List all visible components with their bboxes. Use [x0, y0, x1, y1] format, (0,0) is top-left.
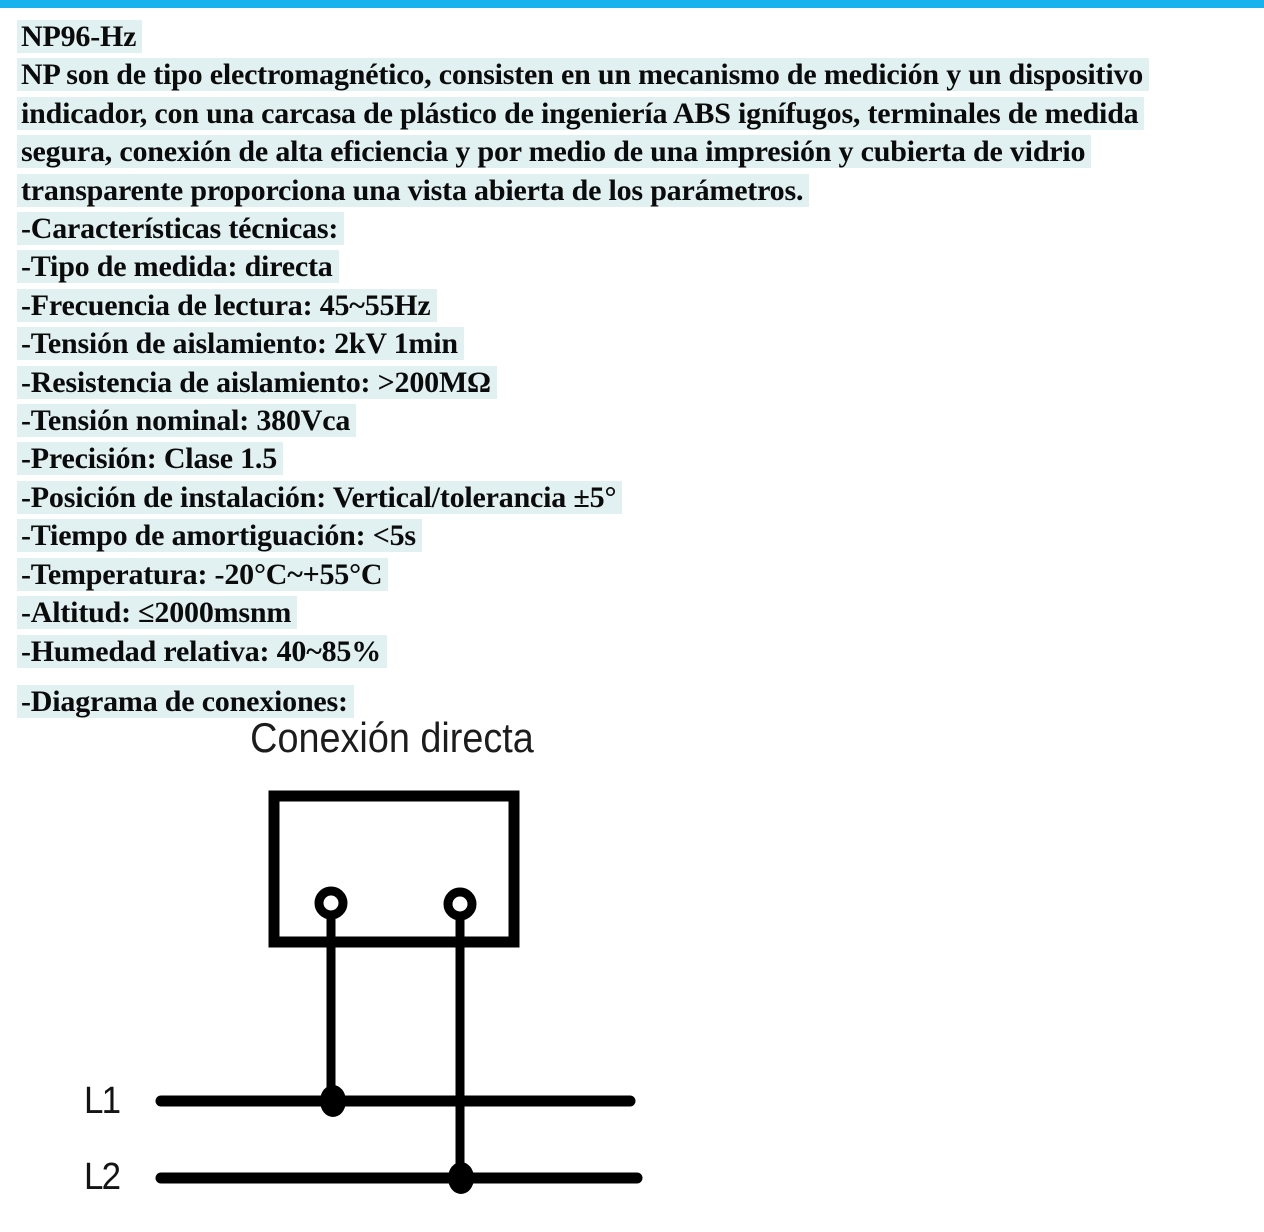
description-line: indicador, con una carcasa de plástico de ingeniería ABS ignífugos, terminales de medida	[17, 95, 1264, 133]
left-terminal-icon	[319, 891, 343, 915]
description-line: transparente proporciona una vista abierta de los parámetros.	[17, 172, 1264, 210]
spec-line: -Humedad relativa: 40~85%	[17, 633, 1264, 671]
spec-line: -Tensión de aislamiento: 2kV 1min	[17, 325, 1264, 363]
diagram-heading: -Diagrama de conexiones:	[17, 683, 1264, 721]
l2-label: L2	[84, 1156, 120, 1198]
meter-box	[274, 796, 514, 942]
l1-label: L1	[84, 1080, 120, 1122]
spec-line: -Características técnicas:	[17, 210, 1264, 248]
spec-line: -Resistencia de aislamiento: >200MΩ	[17, 364, 1264, 402]
spec-line: -Frecuencia de lectura: 45~55Hz	[17, 287, 1264, 325]
description-line: segura, conexión de alta eficiencia y por medio de una impresión y cubierta de vidrio	[17, 133, 1264, 171]
spec-line: -Tensión nominal: 380Vca	[17, 402, 1264, 440]
description-line: NP son de tipo electromagnético, consisten en un mecanismo de medición y un dispositivo	[17, 56, 1264, 94]
spec-line: -Precisión: Clase 1.5	[17, 440, 1264, 478]
datasheet-text	[17, 18, 1264, 721]
spec-line: -Posición de instalación: Vertical/tolerancia ±5°	[17, 479, 1264, 517]
top-divider-bar	[0, 0, 1264, 8]
diagram-title: Conexión directa	[250, 714, 534, 761]
l2-junction-dot	[448, 1162, 474, 1194]
spec-line: -Altitud: ≤2000msnm	[17, 594, 1264, 632]
right-terminal-icon	[448, 892, 472, 916]
spec-line: -Tipo de medida: directa	[17, 248, 1264, 286]
product-title	[17, 18, 1264, 56]
spec-line: -Tiempo de amortiguación: <5s	[17, 517, 1264, 555]
l1-junction-dot	[320, 1085, 346, 1117]
spec-line: -Temperatura: -20°C~+55°C	[17, 556, 1264, 594]
product-title-text: NP96-Hz	[17, 20, 142, 53]
